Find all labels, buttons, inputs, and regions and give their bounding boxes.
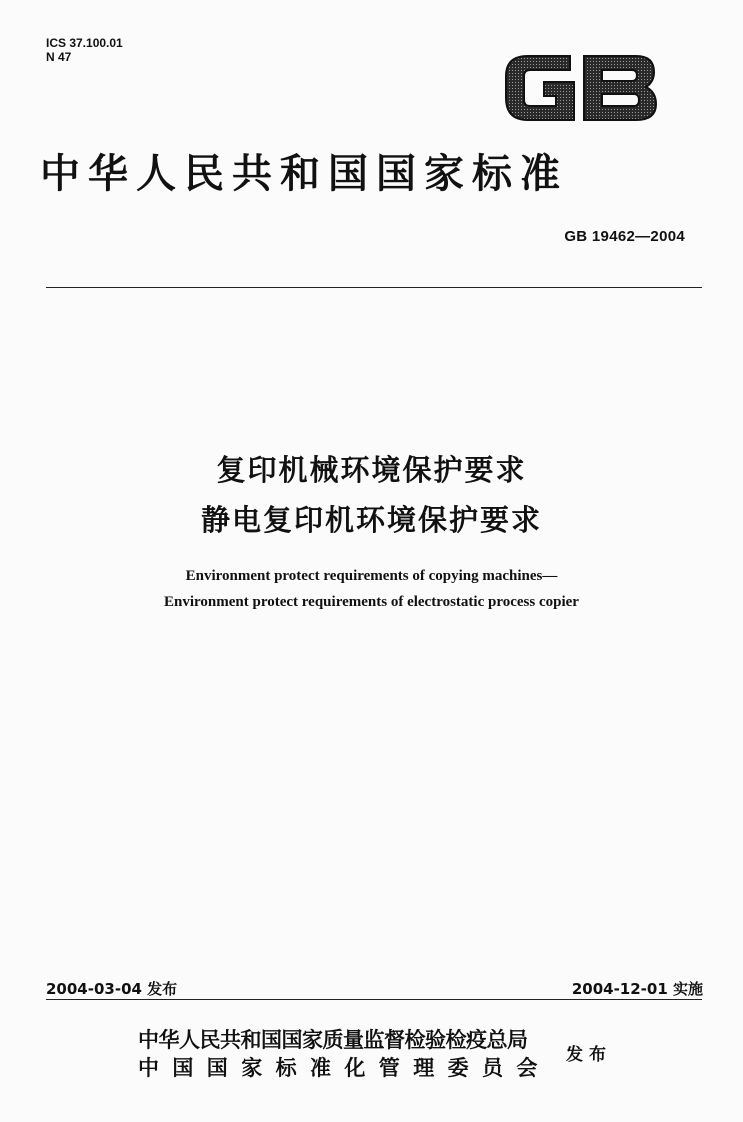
en-title-line2: Environment protect requirements of electrostatic process copier (164, 594, 579, 610)
ics-code: ICS 37.100.01 (46, 36, 123, 50)
issue-date: 2004-03-04 发布 (46, 980, 178, 998)
national-standard-title: 中华人民共和国国家标准 (40, 150, 568, 197)
issuer-line1: 中华人民共和国国家质量监督检验检疫总局 (138, 1027, 528, 1052)
publish-label: 发布 (566, 1045, 612, 1065)
gb-logo (500, 46, 662, 128)
en-title-line1: Environment protect requirements of copying machines— (185, 568, 558, 584)
bottom-divider (46, 999, 702, 1000)
cn-title-line1: 复印机械环境保护要求 (216, 453, 527, 487)
implement-date: 2004-12-01 实施 (571, 980, 703, 998)
cn-title-line2: 静电复印机环境保护要求 (200, 503, 542, 537)
ccs-code: N 47 (46, 50, 72, 64)
gb-logo-text: GB (500, 46, 502, 47)
issuer-line2: 中国国家标准化管理委员会 (138, 1055, 551, 1080)
standard-number: GB 19462—2004 (564, 228, 685, 245)
classification-codes (46, 36, 123, 64)
top-divider (46, 287, 702, 288)
